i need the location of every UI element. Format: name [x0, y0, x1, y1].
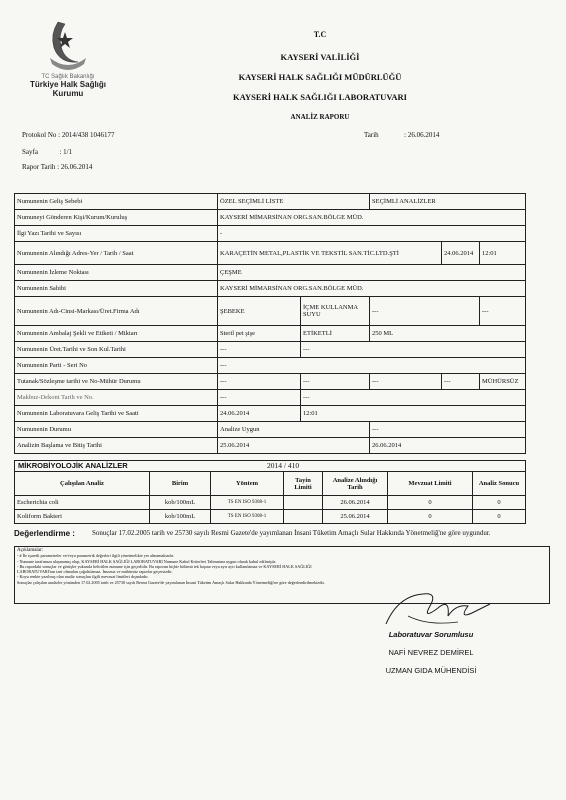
cell-tayin — [284, 510, 323, 524]
value-uretim-2: --- — [301, 342, 526, 358]
value-gelis-sebebi-1: ÖZEL SEÇİMLİ LİSTE — [218, 194, 370, 210]
row-ilgi-yazi — [15, 226, 526, 242]
signature-position: UZMAN GIDA MÜHENDİSİ — [385, 666, 477, 675]
value-tutanak-1: --- — [218, 374, 301, 390]
value-alindigi-tarih: 24.06.2014 — [442, 242, 480, 265]
cell-tarih: 26.06.2014 — [323, 496, 388, 510]
header-tc: T.C — [313, 30, 327, 39]
mikro-row — [15, 510, 526, 524]
th-yontem: Yöntem — [211, 472, 284, 496]
degerlendirme-label: Değerlendirme : — [14, 529, 75, 538]
label-ilgi-yazi: İlgi Yazı Tarihi ve Sayısı — [15, 226, 218, 242]
logo-line2: Türkiye Halk Sağlığı — [29, 80, 107, 89]
protokol-label: Protokol No — [22, 131, 57, 139]
value-analiz-bitis: 26.06.2014 — [370, 438, 526, 454]
label-durum: Numunenin Durumu — [15, 422, 218, 438]
th-mevzuat: Mevzuat Limiti — [388, 472, 473, 496]
label-alindigi-adres: Numunenin Alındığı Adres-Yer / Tarih / Saat — [15, 242, 218, 265]
row-sahibi — [15, 281, 526, 297]
row-adi-cinsi — [15, 297, 526, 326]
value-tutanak-2: --- — [301, 374, 370, 390]
label-uretim: Numunenin Üret.Tarihi ve Son Kul.Tarihi — [15, 342, 218, 358]
value-adi-cinsi-2: İÇME KULLANMA SUYU — [301, 297, 370, 326]
value-ambalaj-3: 250 ML — [370, 326, 526, 342]
cell-birim: kob/100mL — [150, 510, 211, 524]
mikro-row — [15, 496, 526, 510]
tarih-label: Tarih — [364, 131, 379, 139]
label-lab-gelis: Numunenin Laboratuvara Geliş Tarihi ve Saati — [15, 406, 218, 422]
cell-mevzuat: 0 — [388, 496, 473, 510]
note-line: - Koyu renkte yazılmış olan analiz sonuçları ilgili mevzuat limitleri dışındadır. — [17, 574, 149, 580]
rapor-tarih-label: Rapor Tarih : — [22, 163, 60, 171]
notes-title: Açıklamalar: — [17, 548, 44, 553]
label-analiz-bas-bit: Analizin Başlama ve Bitiş Tarihi — [15, 438, 218, 454]
row-parti — [15, 358, 526, 374]
value-makbuz-2: --- — [301, 390, 526, 406]
cell-tayin — [284, 496, 323, 510]
mikro-title: MİKROBİYOLOJİK ANALİZLER — [18, 461, 128, 470]
row-analiz-bas-bit — [15, 438, 526, 454]
header-mudurluk: KAYSERİ HALK SAĞLIĞI MÜDÜRLÜĞÜ — [238, 72, 402, 82]
row-alindigi-adres — [15, 242, 526, 265]
rapor-tarih-value: 26.06.2014 — [60, 163, 93, 171]
cell-sonuc: 0 — [473, 510, 526, 524]
row-izleme — [15, 265, 526, 281]
value-izleme: ÇEŞME — [218, 265, 526, 281]
sample-info-table — [14, 193, 526, 454]
label-ambalaj: Numunenin Ambalaj Şekli ve Etiketi / Miktarı — [15, 326, 218, 342]
header-valilik: KAYSERİ VALİLİĞİ — [280, 52, 360, 62]
cell-yontem: TS EN ISO 9308-1 — [211, 496, 284, 510]
label-parti: Numunenin Parti - Seri No — [15, 358, 218, 374]
cell-mevzuat: 0 — [388, 510, 473, 524]
logo-text — [18, 74, 118, 98]
protokol-value: : 2014/438 1046177 — [58, 131, 115, 139]
th-tayin: Tayin Limiti — [284, 472, 323, 496]
row-gonderen — [15, 210, 526, 226]
mikro-table — [14, 471, 526, 524]
protokol — [22, 131, 115, 139]
handwritten-signature — [378, 586, 498, 636]
cell-analiz: Koliform Bakteri — [15, 510, 150, 524]
label-adi-cinsi: Numunenin Adı-Cinsi-Markası/Üret.Firma Adı — [15, 297, 218, 326]
value-gelis-sebebi-2: SEÇİMLİ ANALİZLER — [370, 194, 526, 210]
tarih — [364, 131, 439, 139]
cell-tarih: 25.06.2014 — [323, 510, 388, 524]
th-sonuc: Analiz Sonucu — [473, 472, 526, 496]
header-report-title: ANALİZ RAPORU — [290, 113, 350, 121]
row-ambalaj — [15, 326, 526, 342]
label-gelis-sebebi: Numunenin Geliş Sebebi — [15, 194, 218, 210]
value-ambalaj-2: ETİKETLİ — [301, 326, 370, 342]
value-adi-cinsi-4: --- — [480, 297, 526, 326]
rapor-tarih — [22, 163, 92, 171]
note-line: Sonuçlar çalışılan analizler yönünden 17.02.2005 tarih ve 25730 sayılı Resmi Gazete'de yayımlanan İnsani Tüketim Amaçlı Sular Hakkında Yönetmeliği'ne göre değerlendirilmektedir. — [17, 579, 325, 585]
value-adi-cinsi-1: ŞEBEKE — [218, 297, 301, 326]
tarih-value: : 26.06.2014 — [404, 131, 440, 139]
mikro-header-row — [15, 472, 526, 496]
value-tutanak-4: --- — [442, 374, 480, 390]
value-analiz-baslama: 25.06.2014 — [218, 438, 370, 454]
row-durum — [15, 422, 526, 438]
logo-line1: TC Sağlık Bakanlığı — [41, 74, 95, 80]
value-sahibi: KAYSERİ MİMARSİNAN ORG.SAN.BÖLGE MÜD. — [218, 281, 526, 297]
value-durum-1: Analize Uygun — [218, 422, 370, 438]
value-lab-gelis-saat: 12:01 — [301, 406, 526, 422]
sayfa-label: Sayfa — [22, 148, 38, 156]
value-adi-cinsi-3: --- — [370, 297, 480, 326]
mikro-title-bar — [14, 460, 526, 471]
row-makbuz — [15, 390, 526, 406]
note-line: - Numune tarafımıza ulaşmamış olup, KAYSERİ HALK SAĞLIĞI LABORATUVARI Numune Kabul Kriterleri Talimatına uygun olarak kabul edilmiştir. — [17, 558, 277, 564]
mikro-no: 2014 / 410 — [267, 461, 300, 470]
value-alindigi-adres: KARAÇETİN METAL,PLASTİK VE TEKSTİL SAN.TİC.LTD.ŞTİ — [218, 242, 442, 265]
row-lab-gelis — [15, 406, 526, 422]
logo-line3: Kurumu — [52, 89, 84, 98]
row-uretim — [15, 342, 526, 358]
value-durum-2: --- — [370, 422, 526, 438]
label-tutanak: Tutanak/Sözleşme tarihi ve No-Mühür Durumu — [15, 374, 218, 390]
label-makbuz: Makbuz-Dekont Tarih ve No. — [15, 390, 218, 406]
value-makbuz-1: --- — [218, 390, 301, 406]
signature-name: NAFİ NEVREZ DEMİREL — [388, 648, 474, 657]
value-tutanak-3: --- — [370, 374, 442, 390]
value-uretim-1: --- — [218, 342, 301, 358]
signature-title: Laboratuvar Sorumlusu — [388, 630, 474, 639]
label-gonderen: Numuneyi Gönderen Kişi/Kurum/Kuruluş — [15, 210, 218, 226]
sayfa-value: : 1/1 — [59, 148, 73, 156]
note-line: LABORATUVARI'nın izni olmadan çoğaltılamaz. İmzasız ve mühürsüz raporlar geçersizdir. — [17, 569, 173, 575]
th-birim: Birim — [150, 472, 211, 496]
sayfa — [22, 148, 72, 156]
cell-birim: kob/100mL — [150, 496, 211, 510]
value-parti: --- — [218, 358, 526, 374]
row-gelis-sebebi — [15, 194, 526, 210]
th-alindigi-tarih: Analize Alındığı Tarih — [323, 472, 388, 496]
value-ambalaj-1: Steril pet şişe — [218, 326, 301, 342]
note-line: - Bu rapordaki sonuçlar ve görüşler yukarıda belirtilen numune için geçerlidir. Bu raporun hiçbir bölümü tek başına veya ayrı ayrı kullanılamaz ve KAYSERİ HALK SAĞLIĞI — [17, 563, 312, 569]
value-tutanak-5: MÜHÜRSÜZ — [480, 374, 526, 390]
cell-yontem: TS EN ISO 9308-1 — [211, 510, 284, 524]
value-gonderen: KAYSERİ MİMARSİNAN ORG.SAN.BÖLGE MÜD. — [218, 210, 526, 226]
value-lab-gelis-tarih: 24.06.2014 — [218, 406, 301, 422]
label-sahibi: Numunenin Sahibi — [15, 281, 218, 297]
degerlendirme-text: Sonuçlar 17.02.2005 tarih ve 25730 sayılı Resmi Gazete'de yayımlanan İnsani Tüketim Amaçlı Sular Hakkında Yönetmeliğ'ne göre uygundur. — [92, 529, 491, 537]
note-line: - # İle işaretli parametreler ve/veya parametrik değerleri ilgili yönetmelikte yer almamaktadır. — [17, 553, 174, 559]
th-analiz: Çalışılan Analiz — [15, 472, 150, 496]
header-lab: KAYSERİ HALK SAĞLIĞI LABORATUVARI — [233, 92, 407, 102]
cell-sonuc: 0 — [473, 496, 526, 510]
value-alindigi-saat: 12:01 — [480, 242, 526, 265]
cell-analiz: Escherichia coli — [15, 496, 150, 510]
value-ilgi-yazi: - — [218, 226, 526, 242]
row-tutanak — [15, 374, 526, 390]
label-izleme: Numunenin İzleme Noktası — [15, 265, 218, 281]
